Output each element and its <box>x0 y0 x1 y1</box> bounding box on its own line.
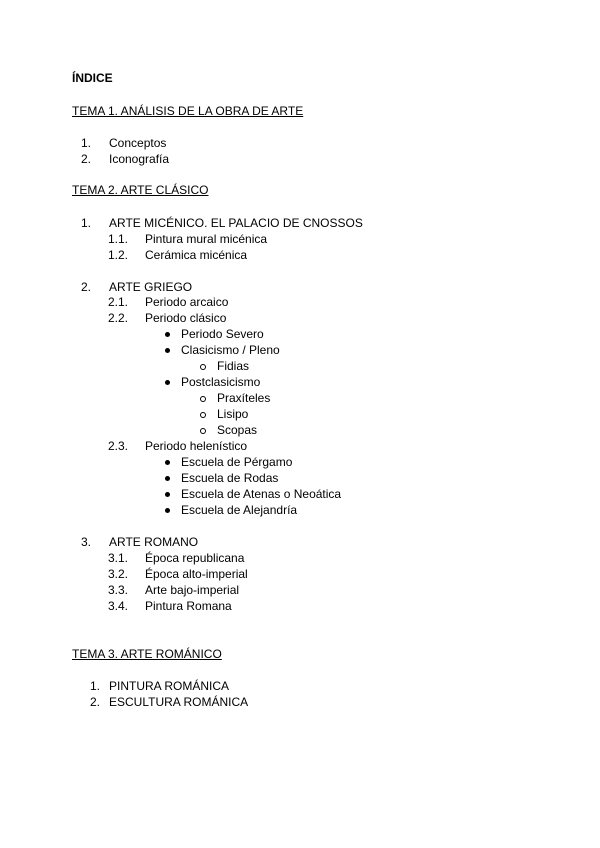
tema1-item-num: 1. <box>81 136 92 150</box>
subsection-label: Periodo helenístico <box>145 439 248 453</box>
sub-bullet-label: Praxíteles <box>217 391 271 405</box>
section-label: ARTE GRIEGO <box>109 280 193 294</box>
bullet-label: Escuela de Atenas o Neoática <box>181 487 342 501</box>
subsection-label: Época alto-imperial <box>145 567 248 581</box>
subsection-num: 1.1. <box>108 232 129 246</box>
bullet-label: Escuela de Alejandría <box>181 503 298 517</box>
tema1-item-label: Conceptos <box>109 136 167 150</box>
tema3-item-label: ESCULTURA ROMÁNICA <box>109 695 249 709</box>
subsection-num: 2.2. <box>108 311 129 325</box>
subsection-num: 3.1. <box>108 551 129 565</box>
subsection-num: 2.1. <box>108 295 129 309</box>
tema3-heading: TEMA 3. ARTE ROMÁNICO <box>72 647 222 661</box>
bullet-icon <box>165 348 170 353</box>
subsection-num: 3.3. <box>108 583 129 597</box>
bullet-icon <box>165 380 170 385</box>
section-num: 1. <box>81 216 92 230</box>
subsection-num: 2.3. <box>108 439 129 453</box>
page-title: ÍNDICE <box>72 71 113 85</box>
bullet-label: Escuela de Rodas <box>181 471 279 485</box>
section-num: 3. <box>81 535 92 549</box>
bullet-icon <box>165 460 170 465</box>
tema2-heading: TEMA 2. ARTE CLÁSICO <box>72 183 209 197</box>
hollow-bullet-icon <box>200 412 206 418</box>
subsection-label: Cerámica micénica <box>145 248 248 262</box>
subsection-num: 3.4. <box>108 599 129 613</box>
section-label: ARTE ROMANO <box>109 535 199 549</box>
bullet-label: Periodo Severo <box>181 327 264 341</box>
tema1-item-num: 2. <box>81 152 92 166</box>
bullet-icon <box>165 492 170 497</box>
subsection-label: Periodo arcaico <box>145 295 229 309</box>
tema3-item-label: PINTURA ROMÁNICA <box>109 679 230 693</box>
subsection-num: 3.2. <box>108 567 129 581</box>
hollow-bullet-icon <box>200 396 206 402</box>
subsection-label: Pintura mural micénica <box>145 232 268 246</box>
bullet-label: Escuela de Pérgamo <box>181 455 293 469</box>
hollow-bullet-icon <box>200 428 206 434</box>
tema3-item-num: 2. <box>90 695 101 709</box>
bullet-label: Clasicismo / Pleno <box>181 343 280 357</box>
sub-bullet-label: Lisipo <box>217 407 249 421</box>
tema3-item-num: 1. <box>90 679 101 693</box>
sub-bullet-label: Scopas <box>217 423 258 437</box>
subsection-label: Época republicana <box>145 551 245 565</box>
subsection-label: Periodo clásico <box>145 311 227 325</box>
bullet-icon <box>165 332 170 337</box>
bullet-label: Postclasicismo <box>181 375 261 389</box>
subsection-label: Pintura Romana <box>145 599 232 613</box>
bullet-icon <box>165 508 170 513</box>
section-num: 2. <box>81 280 92 294</box>
subsection-label: Arte bajo-imperial <box>145 583 240 597</box>
hollow-bullet-icon <box>200 364 206 370</box>
subsection-num: 1.2. <box>108 248 129 262</box>
section-label: ARTE MICÉNICO. EL PALACIO DE CNOSSOS <box>109 216 363 230</box>
sub-bullet-label: Fidias <box>217 359 250 373</box>
tema1-heading: TEMA 1. ANÁLISIS DE LA OBRA DE ARTE <box>72 104 304 118</box>
bullet-icon <box>165 476 170 481</box>
tema1-item-label: Iconografía <box>109 152 170 166</box>
